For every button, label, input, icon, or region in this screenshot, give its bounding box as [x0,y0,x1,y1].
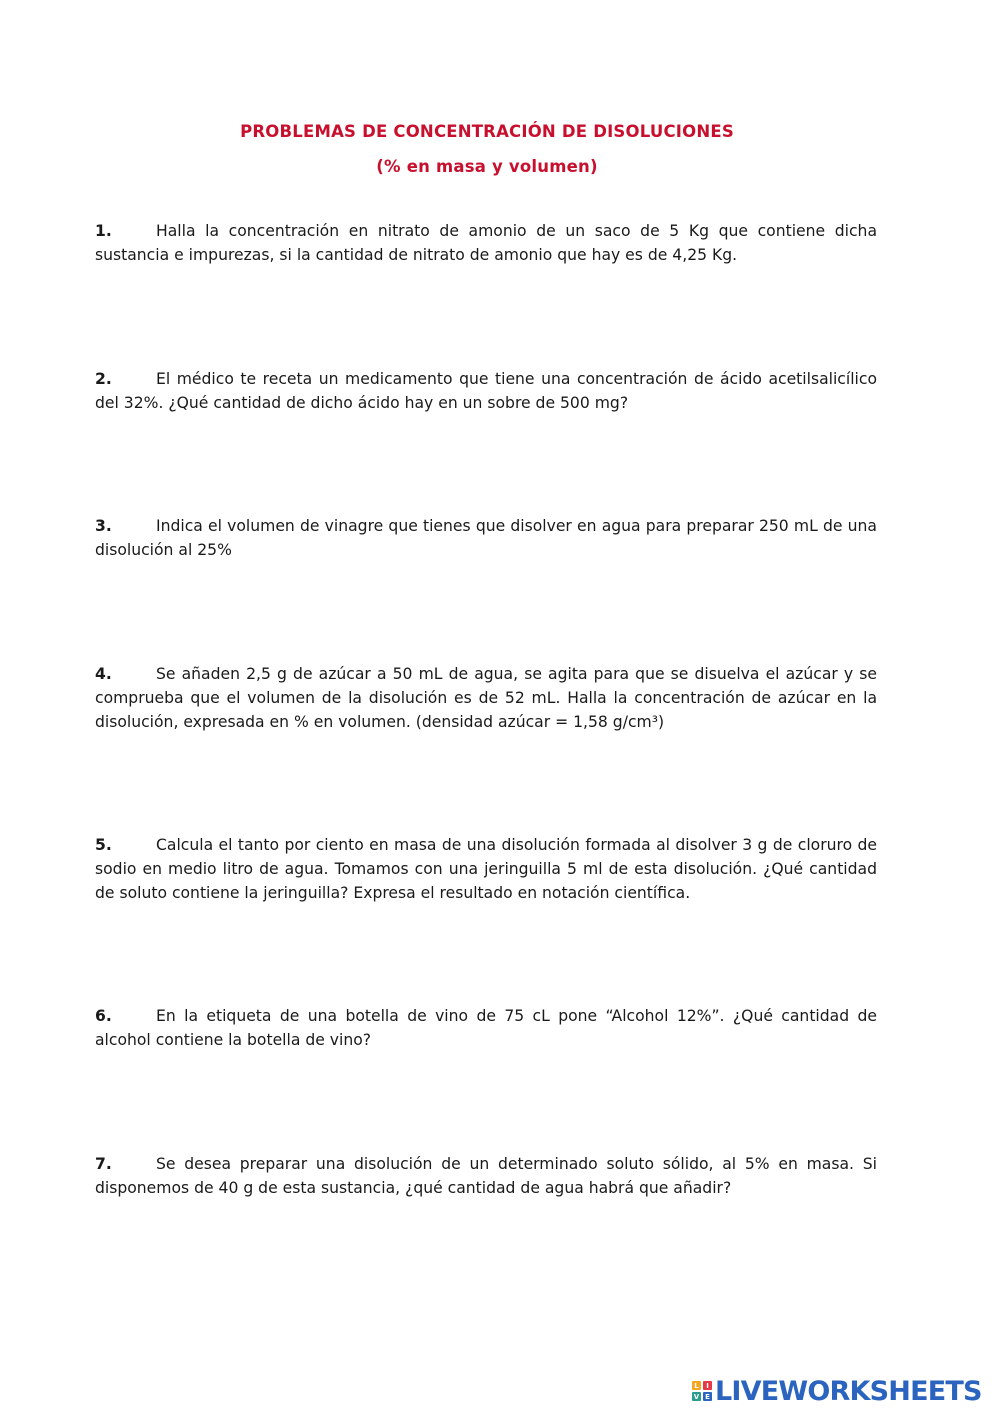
problem-1 [95,219,877,267]
problem-number: 7. [95,1155,112,1173]
page-subtitle: (% en masa y volumen) [376,157,598,176]
problem-5 [95,833,877,905]
problem-text: Calcula el tanto por ciento en masa de una disolución formada al disolver 3 g de cloruro de sodio en medio litro de agua. Tomamos con una jeringuilla 5 ml de esta disolución. ¿Qué cantidad de soluto contiene la jeringuilla? Expresa el resultado en notación científica. [95,836,877,902]
problem-6 [95,1004,877,1052]
problem-4 [95,662,877,734]
logo-mark-letter: V [693,1392,700,1401]
page-title: PROBLEMAS DE CONCENTRACIÓN DE DISOLUCIONES [240,122,734,141]
problem-text: En la etiqueta de una botella de vino de 75 cL pone “Alcohol 12%”. ¿Qué cantidad de alcohol contiene la botella de vino? [95,1007,877,1049]
problem-text: Indica el volumen de vinagre que tienes que disolver en agua para preparar 250 mL de una disolución al 25% [95,517,877,559]
problem-2 [95,367,877,415]
problem-3 [95,514,877,562]
logo-mark-letter: E [703,1392,712,1401]
problem-number: 2. [95,370,112,388]
problem-text: Se añaden 2,5 g de azúcar a 50 mL de agua, se agita para que se disuelva el azúcar y se comprueba que el volumen de la disolución es de 52 mL. Halla la concentración de azúcar en la disolución, expresada en % en volumen. (densidad azúcar = 1,58 g/cm³) [95,665,877,731]
logo-text: LIVEWORKSHEETS [715,1375,982,1407]
liveworksheets-logo [692,1376,982,1406]
problem-text: El médico te receta un medicamento que tiene una concentración de ácido acetilsalicílico del 32%. ¿Qué cantidad de dicho ácido hay en un sobre de 500 mg? [95,370,877,412]
problem-text: Halla la concentración en nitrato de amonio de un saco de 5 Kg que contiene dicha sustancia e impurezas, si la cantidad de nitrato de amonio que hay es de 4,25 Kg. [95,222,877,264]
logo-mark-letter: L [692,1381,701,1390]
logo-mark-icon [692,1381,712,1401]
problem-number: 4. [95,665,112,683]
problem-number: 1. [95,222,112,240]
logo-mark-letter: I [703,1381,712,1390]
problem-text: Se desea preparar una disolución de un determinado soluto sólido, al 5% en masa. Si disponemos de 40 g de esta sustancia, ¿qué cantidad de agua habrá que añadir? [95,1155,877,1197]
problem-7 [95,1152,877,1200]
problem-number: 3. [95,517,112,535]
problem-number: 5. [95,836,112,854]
problem-number: 6. [95,1007,112,1025]
